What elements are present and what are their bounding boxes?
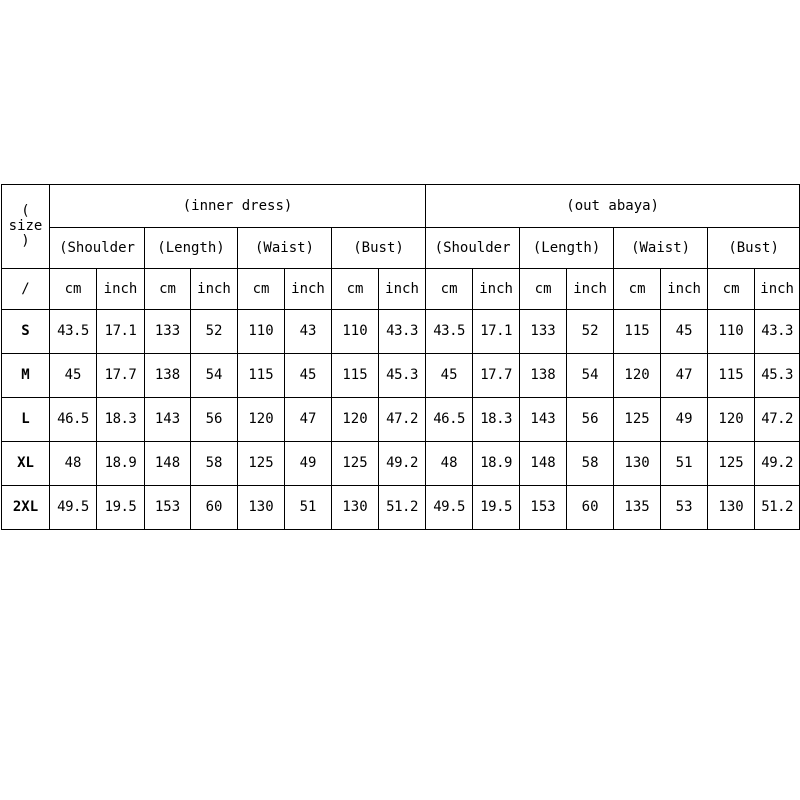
outer-value-cell: 120: [708, 397, 755, 441]
outer-value-cell: 49.2: [755, 441, 800, 485]
inner-value-cell: 130: [332, 485, 379, 529]
outer-value-cell: 19.5: [473, 485, 520, 529]
outer-value-cell: 47: [661, 353, 708, 397]
inner-value-cell: 46.5: [50, 397, 97, 441]
inner-value-cell: 48: [50, 441, 97, 485]
inner-value-cell: 56: [191, 397, 238, 441]
outer-value-cell: 115: [614, 309, 661, 353]
outer-value-cell: 130: [614, 441, 661, 485]
inner-value-cell: 143: [145, 397, 191, 441]
inner-waist-header: (Waist): [238, 227, 332, 268]
outer-value-cell: 43.5: [426, 309, 473, 353]
unit-cm: cm: [614, 268, 661, 309]
unit-inch: inch: [97, 268, 145, 309]
size-cell: XL: [2, 441, 50, 485]
outer-value-cell: 153: [520, 485, 567, 529]
outer-value-cell: 115: [708, 353, 755, 397]
outer-value-cell: 54: [567, 353, 614, 397]
outer-value-cell: 148: [520, 441, 567, 485]
unit-cm: cm: [426, 268, 473, 309]
outer-value-cell: 45: [426, 353, 473, 397]
outer-value-cell: 48: [426, 441, 473, 485]
inner-value-cell: 17.7: [97, 353, 145, 397]
outer-value-cell: 49.5: [426, 485, 473, 529]
unit-inch: inch: [661, 268, 708, 309]
group-header-row: [2, 185, 800, 228]
unit-cm: cm: [708, 268, 755, 309]
unit-inch: inch: [755, 268, 800, 309]
measure-header-row: [2, 227, 800, 268]
inner-value-cell: 148: [145, 441, 191, 485]
inner-value-cell: 110: [332, 309, 379, 353]
outer-value-cell: 49: [661, 397, 708, 441]
size-header-label: size: [8, 217, 43, 234]
outer-value-cell: 18.3: [473, 397, 520, 441]
inner-shoulder-header: (Shoulder: [50, 227, 145, 268]
inner-value-cell: 52: [191, 309, 238, 353]
inner-value-cell: 54: [191, 353, 238, 397]
inner-value-cell: 115: [332, 353, 379, 397]
inner-value-cell: 51: [285, 485, 332, 529]
unit-inch: inch: [285, 268, 332, 309]
inner-value-cell: 115: [238, 353, 285, 397]
table-row: [2, 353, 800, 397]
outer-value-cell: 45.3: [755, 353, 800, 397]
outer-value-cell: 45: [661, 309, 708, 353]
inner-value-cell: 43.3: [379, 309, 426, 353]
outer-value-cell: 120: [614, 353, 661, 397]
unit-cm: cm: [332, 268, 379, 309]
inner-value-cell: 17.1: [97, 309, 145, 353]
inner-value-cell: 130: [238, 485, 285, 529]
outer-value-cell: 58: [567, 441, 614, 485]
inner-bust-header: (Bust): [332, 227, 426, 268]
unit-inch: inch: [473, 268, 520, 309]
inner-value-cell: 49.5: [50, 485, 97, 529]
size-header-close: ): [21, 232, 30, 249]
size-cell: L: [2, 397, 50, 441]
outer-value-cell: 143: [520, 397, 567, 441]
inner-value-cell: 47: [285, 397, 332, 441]
unit-cm: cm: [50, 268, 97, 309]
outer-value-cell: 17.7: [473, 353, 520, 397]
outer-value-cell: 46.5: [426, 397, 473, 441]
outer-value-cell: 52: [567, 309, 614, 353]
inner-value-cell: 51.2: [379, 485, 426, 529]
inner-value-cell: 45.3: [379, 353, 426, 397]
inner-value-cell: 18.9: [97, 441, 145, 485]
inner-value-cell: 125: [238, 441, 285, 485]
outer-value-cell: 138: [520, 353, 567, 397]
outer-value-cell: 125: [614, 397, 661, 441]
size-cell: S: [2, 309, 50, 353]
inner-value-cell: 43.5: [50, 309, 97, 353]
inner-value-cell: 18.3: [97, 397, 145, 441]
outer-value-cell: 43.3: [755, 309, 800, 353]
inner-value-cell: 43: [285, 309, 332, 353]
inner-value-cell: 125: [332, 441, 379, 485]
table-row: [2, 485, 800, 529]
outer-value-cell: 130: [708, 485, 755, 529]
outer-waist-header: (Waist): [614, 227, 708, 268]
outer-length-header: (Length): [520, 227, 614, 268]
inner-value-cell: 133: [145, 309, 191, 353]
outer-value-cell: 53: [661, 485, 708, 529]
inner-length-header: (Length): [145, 227, 238, 268]
inner-value-cell: 110: [238, 309, 285, 353]
out-abaya-header: (out abaya): [426, 185, 800, 228]
size-cell: M: [2, 353, 50, 397]
table-row: [2, 309, 800, 353]
outer-value-cell: 110: [708, 309, 755, 353]
table-row: [2, 441, 800, 485]
inner-value-cell: 138: [145, 353, 191, 397]
inner-value-cell: 47.2: [379, 397, 426, 441]
outer-value-cell: 56: [567, 397, 614, 441]
inner-value-cell: 58: [191, 441, 238, 485]
inner-value-cell: 45: [50, 353, 97, 397]
inner-value-cell: 120: [238, 397, 285, 441]
size-header-open: (: [21, 202, 30, 219]
inner-value-cell: 120: [332, 397, 379, 441]
inner-value-cell: 45: [285, 353, 332, 397]
unit-inch: inch: [567, 268, 614, 309]
outer-value-cell: 133: [520, 309, 567, 353]
slash-cell: /: [2, 268, 50, 309]
inner-value-cell: 49.2: [379, 441, 426, 485]
unit-cm: cm: [520, 268, 567, 309]
unit-inch: inch: [379, 268, 426, 309]
inner-value-cell: 19.5: [97, 485, 145, 529]
size-header-cell: [2, 185, 50, 269]
outer-value-cell: 47.2: [755, 397, 800, 441]
unit-inch: inch: [191, 268, 238, 309]
outer-value-cell: 135: [614, 485, 661, 529]
inner-value-cell: 60: [191, 485, 238, 529]
unit-cm: cm: [145, 268, 191, 309]
inner-dress-header: (inner dress): [50, 185, 426, 228]
outer-value-cell: 18.9: [473, 441, 520, 485]
outer-shoulder-header: (Shoulder: [426, 227, 520, 268]
outer-bust-header: (Bust): [708, 227, 800, 268]
outer-value-cell: 60: [567, 485, 614, 529]
outer-value-cell: 51: [661, 441, 708, 485]
outer-value-cell: 17.1: [473, 309, 520, 353]
unit-header-row: [2, 268, 800, 309]
inner-value-cell: 153: [145, 485, 191, 529]
table-row: [2, 397, 800, 441]
inner-value-cell: 49: [285, 441, 332, 485]
size-cell: 2XL: [2, 485, 50, 529]
unit-cm: cm: [238, 268, 285, 309]
size-chart-table: [1, 184, 800, 530]
outer-value-cell: 51.2: [755, 485, 800, 529]
outer-value-cell: 125: [708, 441, 755, 485]
